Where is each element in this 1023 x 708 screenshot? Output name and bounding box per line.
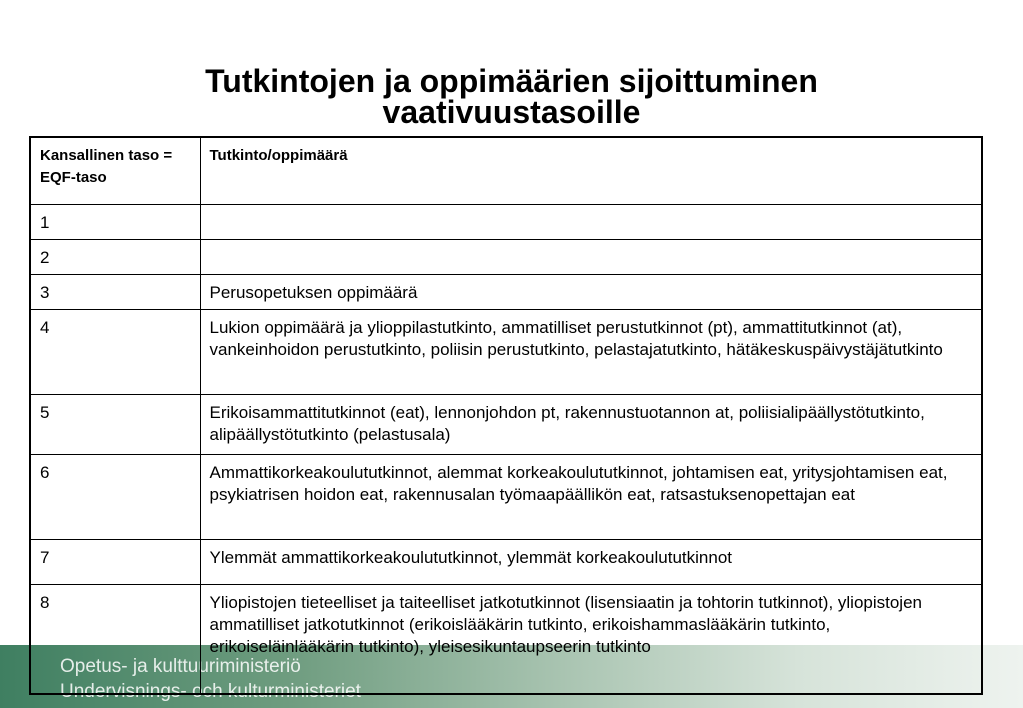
table-row — [30, 204, 982, 239]
qualification-cell: Ammattikorkeakoulututkinnot, alemmat korkeakoulututkinnot, johtamisen eat, yritysjohtamisen eat, psykiatrisen hoidon eat, rakennusalan työmaapäällikön eat, ratsastuksenopettajan eat — [200, 454, 982, 539]
qualification-cell: Yliopistojen tieteelliset ja taiteelliset jatkotutkinnot (lisensiaatin ja tohtorin tutkinnot), yliopistojen ammatilliset jatkotutkinnot (erikoislääkärin tutkinto, erikoishammaslääkärin tutkinto, erikoiseläinlääkärin tutkinto), yleisesikuntaupseerin tutkinto — [200, 584, 982, 694]
level-cell: 6 — [30, 454, 200, 539]
level-cell: 1 — [30, 204, 200, 239]
table-row — [30, 239, 982, 274]
qualification-cell — [200, 239, 982, 274]
header-qualification: Tutkinto/oppimäärä — [200, 137, 982, 204]
level-cell: 4 — [30, 309, 200, 394]
qualification-cell: Lukion oppimäärä ja ylioppilastutkinto, ammatilliset perustutkinnot (pt), ammattitutkinnot (at), vankeinhoidon perustutkinto, poliisin perustutkinto, pelastajatutkinto, hätäkeskuspäivystäjätutkinto — [200, 309, 982, 394]
level-cell: 3 — [30, 274, 200, 309]
title-line-1: Tutkintojen ja oppimäärien sijoittuminen — [205, 63, 818, 99]
qualification-cell — [200, 204, 982, 239]
qualification-cell: Erikoisammattitutkinnot (eat), lennonjohdon pt, rakennustuotannon at, poliisialipäällystötutkinto, alipäällystötutkinto (pelastusala) — [200, 394, 982, 454]
slide-title — [0, 63, 1023, 130]
table-row — [30, 394, 982, 454]
ministry-name-finnish: Opetus- ja kulttuuriministeriö — [60, 656, 301, 677]
title-line-2: vaativuustasoille — [382, 94, 641, 130]
table-row — [30, 539, 982, 584]
level-cell: 5 — [30, 394, 200, 454]
table-row — [30, 309, 982, 394]
level-cell: 2 — [30, 239, 200, 274]
table-row — [30, 584, 982, 694]
header-level: Kansallinen taso = EQF-taso — [30, 137, 200, 204]
qualification-cell: Perusopetuksen oppimäärä — [200, 274, 982, 309]
table-header-row — [30, 137, 982, 204]
level-cell: 7 — [30, 539, 200, 584]
table-row — [30, 454, 982, 539]
ministry-name-swedish: Undervisnings- och kulturministeriet — [60, 681, 361, 702]
table-row — [30, 274, 982, 309]
level-cell: 8 — [30, 584, 200, 694]
qualification-cell: Ylemmät ammattikorkeakoulututkinnot, ylemmät korkeakoulututkinnot — [200, 539, 982, 584]
qualification-levels-table — [29, 136, 983, 695]
